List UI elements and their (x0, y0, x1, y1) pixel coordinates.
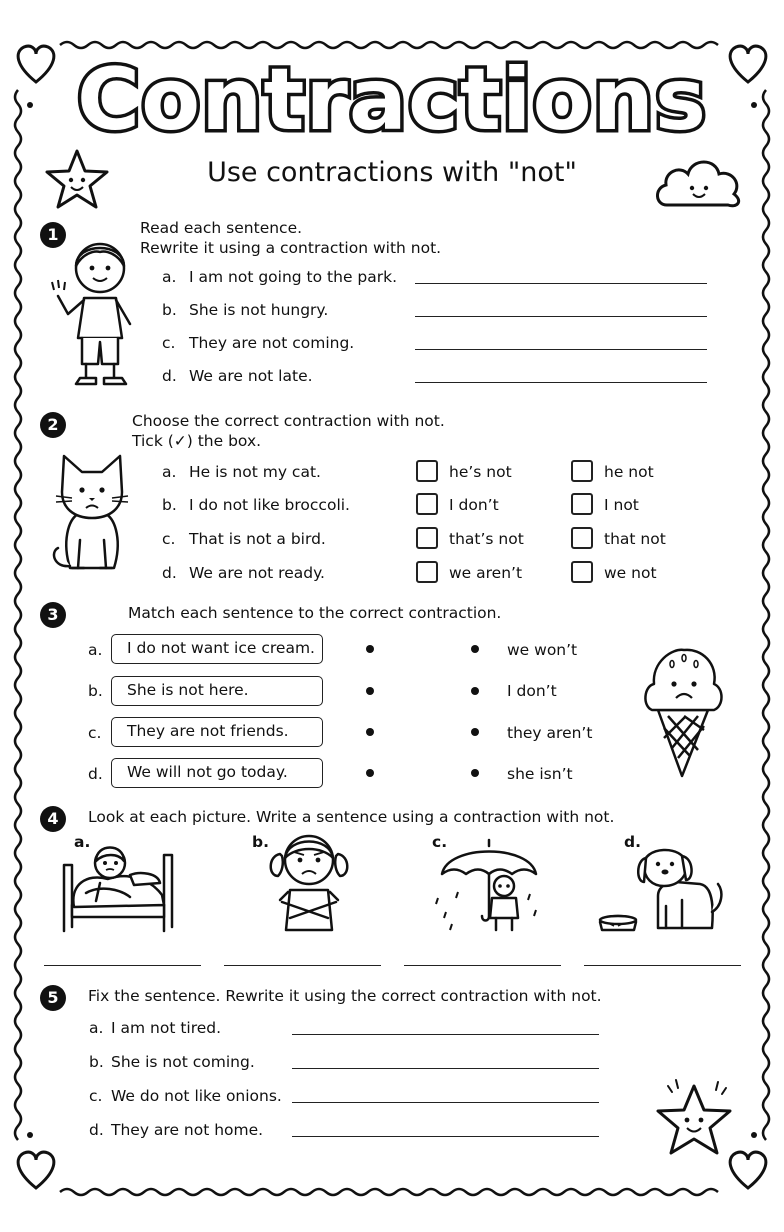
smiling-cloud-icon (652, 150, 744, 212)
sentence: We are not ready. (189, 564, 325, 582)
match-dot[interactable] (471, 769, 479, 777)
answer-line[interactable] (292, 1068, 599, 1069)
sentence: I do not like broccoli. (189, 496, 350, 514)
contraction-label: she isn’t (507, 765, 573, 783)
instruction: Choose the correct contraction with not. (132, 412, 445, 430)
item-letter: a. (162, 463, 177, 481)
checkbox[interactable] (571, 561, 593, 583)
answer-line[interactable] (415, 382, 707, 383)
item-letter: a. (162, 268, 177, 286)
checkbox[interactable] (416, 561, 438, 583)
answer-line[interactable] (44, 965, 201, 966)
match-dot[interactable] (366, 728, 374, 736)
answer-line[interactable] (292, 1102, 599, 1103)
waving-boy-icon (50, 238, 134, 390)
smiling-star-icon (652, 1078, 736, 1158)
item-letter: c. (88, 724, 102, 742)
section-number: 4 (40, 806, 66, 832)
instruction: Look at each picture. Write a sentence using a contraction with not. (88, 808, 615, 826)
section-number: 3 (40, 602, 66, 628)
sentence: I am not going to the park. (189, 268, 398, 286)
checkbox[interactable] (571, 527, 593, 549)
instruction: Read each sentence. (140, 219, 303, 237)
answer-line[interactable] (224, 965, 381, 966)
match-dot[interactable] (366, 687, 374, 695)
match-dot[interactable] (366, 645, 374, 653)
item-letter: a. (88, 641, 103, 659)
page-subtitle: Use contractions with "not" (207, 157, 577, 188)
sentence: They are not coming. (189, 334, 355, 352)
answer-line[interactable] (415, 349, 707, 350)
checkbox[interactable] (571, 460, 593, 482)
answer-line[interactable] (415, 316, 707, 317)
instruction: Match each sentence to the correct contraction. (128, 604, 502, 622)
item-letter: c. (162, 334, 176, 352)
answer-line[interactable] (292, 1034, 599, 1035)
sentence: They are not home. (111, 1121, 264, 1139)
checkbox[interactable] (571, 493, 593, 515)
page-title: Contractions (76, 50, 708, 150)
item-letter: b. (162, 301, 177, 319)
picture-letter: a. (74, 833, 91, 851)
option-label: we not (604, 564, 657, 582)
crossed-arms-girl-icon (266, 832, 352, 936)
match-dot[interactable] (471, 687, 479, 695)
sentence: That is not a bird. (189, 530, 326, 548)
answer-line[interactable] (584, 965, 741, 966)
sentence: She is not hungry. (189, 301, 329, 319)
contraction-label: I don’t (507, 682, 557, 700)
instruction: Fix the sentence. Rewrite it using the correct contraction with not. (88, 987, 602, 1005)
sentence: She is not coming. (111, 1053, 255, 1071)
contraction-label: we won’t (507, 641, 578, 659)
instruction: Tick (✓) the box. (132, 432, 262, 450)
sad-cat-icon (48, 452, 134, 580)
sad-ice-cream-icon (642, 640, 724, 780)
sentence: We do not like onions. (111, 1087, 282, 1105)
item-letter: b. (88, 682, 103, 700)
item-letter: b. (162, 496, 177, 514)
item-letter: c. (162, 530, 176, 548)
dog-bowl-icon (596, 842, 728, 934)
match-dot[interactable] (366, 769, 374, 777)
item-letter: d. (88, 765, 103, 783)
option-label: he not (604, 463, 654, 481)
item-letter: b. (89, 1053, 104, 1071)
option-label: that not (604, 530, 666, 548)
sentence-box: She is not here. (111, 676, 323, 706)
option-label: he’s not (449, 463, 512, 481)
contraction-label: they aren’t (507, 724, 593, 742)
sentence: He is not my cat. (189, 463, 321, 481)
checkbox[interactable] (416, 460, 438, 482)
option-label: that’s not (449, 530, 524, 548)
sentence: We are not late. (189, 367, 313, 385)
answer-line[interactable] (292, 1136, 599, 1137)
picture-letter: b. (252, 833, 269, 851)
section-number: 5 (40, 985, 66, 1011)
boy-umbrella-icon (432, 834, 544, 934)
item-letter: d. (162, 367, 177, 385)
option-label: I not (604, 496, 639, 514)
child-in-bed-icon (60, 835, 178, 933)
item-letter: d. (89, 1121, 104, 1139)
checkbox[interactable] (416, 493, 438, 515)
item-letter: a. (89, 1019, 104, 1037)
option-label: we aren’t (449, 564, 523, 582)
smiling-star-icon (44, 148, 110, 210)
sentence: I am not tired. (111, 1019, 222, 1037)
picture-letter: d. (624, 833, 641, 851)
sentence-box: We will not go today. (111, 758, 323, 788)
picture-letter: c. (432, 833, 448, 851)
option-label: I don’t (449, 496, 499, 514)
match-dot[interactable] (471, 645, 479, 653)
item-letter: c. (89, 1087, 103, 1105)
sentence-box: I do not want ice cream. (111, 634, 323, 664)
match-dot[interactable] (471, 728, 479, 736)
checkbox[interactable] (416, 527, 438, 549)
section-number: 1 (40, 222, 66, 248)
item-letter: d. (162, 564, 177, 582)
sentence-box: They are not friends. (111, 717, 323, 747)
section-number: 2 (40, 412, 66, 438)
answer-line[interactable] (404, 965, 561, 966)
instruction: Rewrite it using a contraction with not. (140, 239, 442, 257)
answer-line[interactable] (415, 283, 707, 284)
